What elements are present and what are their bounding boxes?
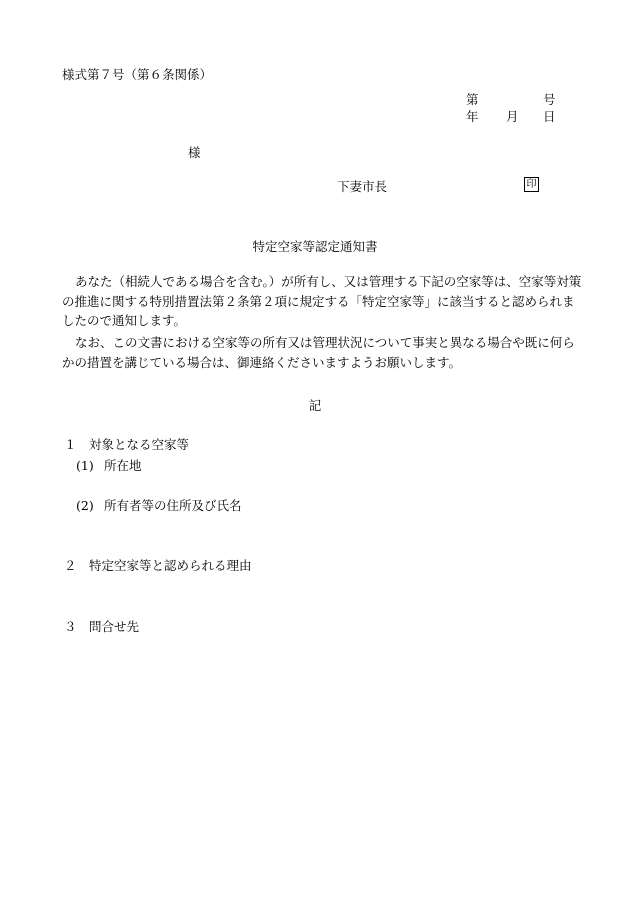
item-1-label: 対象となる空家等 (89, 437, 190, 452)
subitem-1-1-number: (1) (76, 458, 94, 473)
issuer-name: 下妻市長 (337, 179, 388, 194)
subitem-1-2-label: 所有者等の住所及び氏名 (104, 498, 242, 513)
record-heading: 記 (308, 398, 322, 413)
item-2-label: 特定空家等と認められる理由 (89, 558, 252, 573)
document-number-suffix: 号 (543, 92, 556, 107)
form-number: 様式第７号（第６条関係） (62, 67, 213, 82)
subitem-1-1-label: 所在地 (104, 458, 142, 473)
item-3-number: ３ (64, 619, 77, 634)
seal-stamp-icon: 印 (524, 177, 539, 192)
item-2-number: ２ (64, 558, 77, 573)
item-3-label: 問合せ先 (89, 619, 140, 634)
body-paragraph-1: あなた（相続人である場合を含む。）が所有し、又は管理する下記の空家等は、空家等対策の推進に関する特別措置法第２条第２項に規定する「特定空家等」に該当すると認められましたので通知します。 (62, 274, 582, 328)
date-month-label: 月 (506, 109, 519, 124)
subitem-1-2-number: (2) (76, 498, 94, 513)
body-paragraph-2: なお、この文書における空家等の所有又は管理状況について事実と異なる場合や既に何らかの措置を講じている場合は、御連絡くださいますようお願いします。 (62, 335, 575, 370)
date-day-label: 日 (543, 109, 556, 124)
item-1-number: １ (64, 437, 77, 452)
document-title: 特定空家等認定通知書 (252, 239, 378, 254)
document-number-prefix: 第 (466, 92, 479, 107)
addressee-honorific: 様 (188, 145, 201, 160)
date-year-label: 年 (466, 109, 479, 124)
